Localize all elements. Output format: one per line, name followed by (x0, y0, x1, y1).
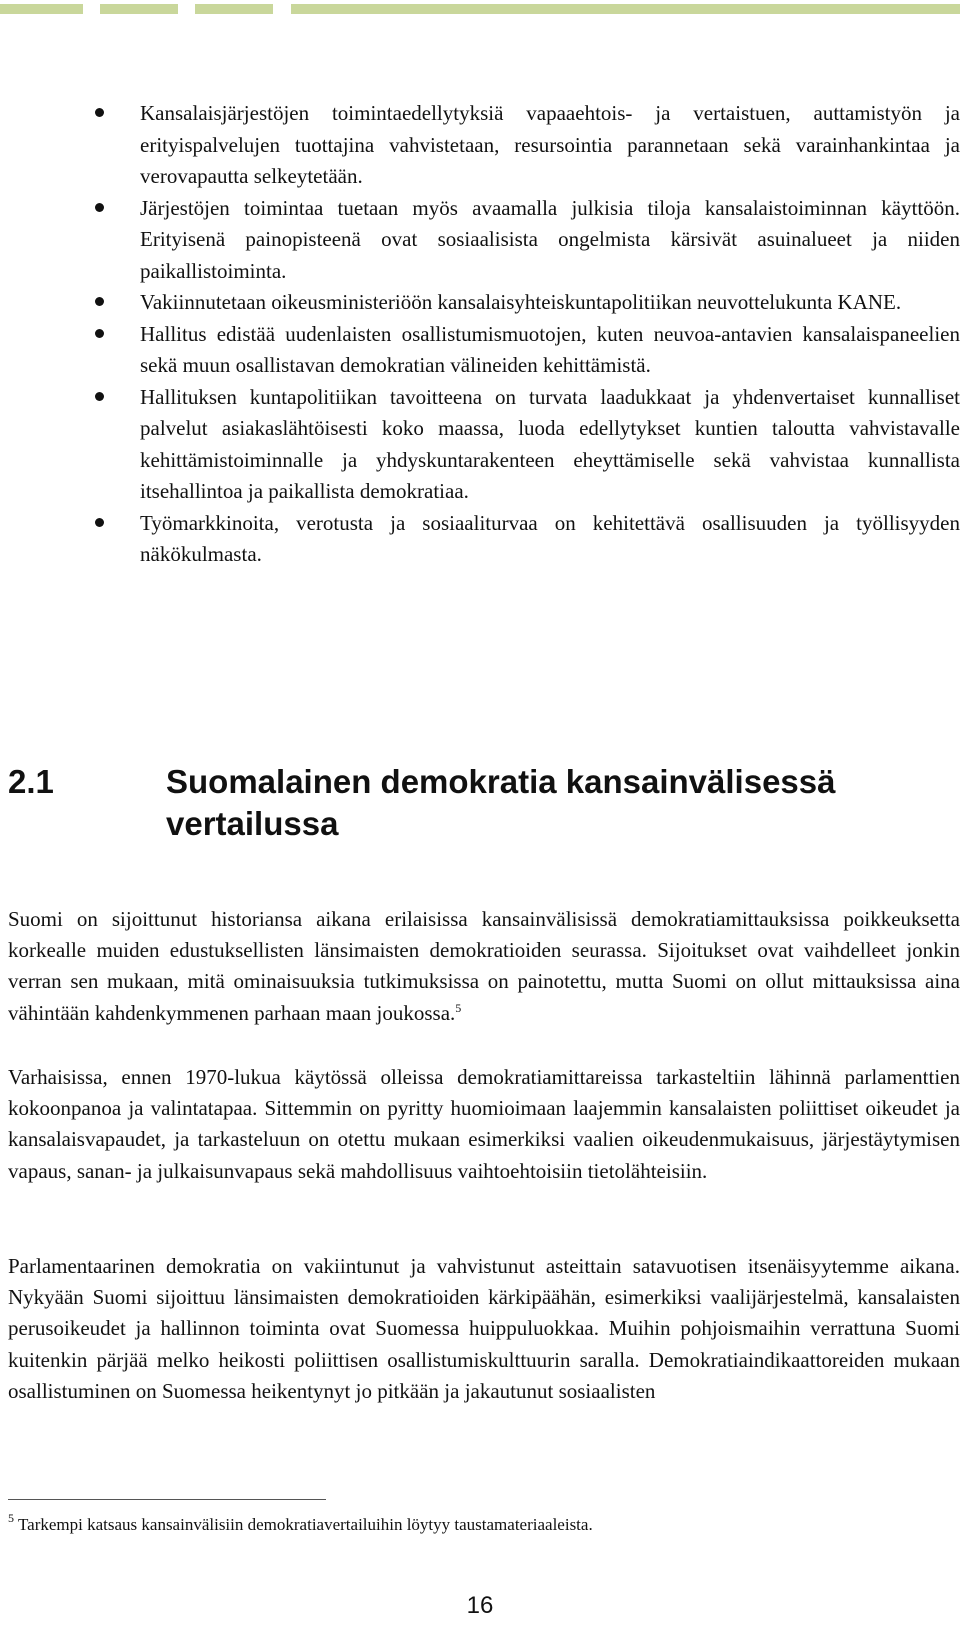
header-bar-segment-1 (0, 4, 83, 14)
list-item (90, 508, 960, 571)
section-title (166, 761, 866, 845)
page-number: 16 (466, 1592, 494, 1619)
list-item (90, 319, 960, 382)
header-bar-segment-4 (291, 4, 960, 14)
footnote-marker: 5 (8, 1511, 14, 1525)
bullet-list (90, 98, 960, 571)
footnote-reference[interactable]: 5 (455, 1000, 462, 1015)
bullet-icon (95, 203, 104, 212)
header-bar-segment-2 (100, 4, 178, 14)
list-item-text: Työmarkkinoita, verotusta ja sosiaaliturvaa on kehitettävä osallisuuden ja työllisyyden näkökulmasta. (140, 510, 960, 566)
list-item (90, 287, 960, 319)
bullet-icon (95, 108, 104, 117)
list-item-text: Hallitus edistää uudenlaisten osallistumismuotojen, kuten neuvoa-antavien kansalaispaneelien sekä muun osallistavan demokratian välineiden kehittämistä. (140, 321, 960, 377)
section-number: 2.1 (8, 763, 54, 800)
list-item-text: Vakiinnutetaan oikeusministeriöön kansalaisyhteiskuntapolitiikan neuvottelukunta KANE. (140, 290, 902, 314)
list-item (90, 193, 960, 288)
header-bar-segment-3 (195, 4, 273, 14)
list-item-text: Järjestöjen toimintaa tuetaan myös avaamalla julkisia tiloja kansalaistoiminnan käyttöön. Erityisenä painopisteenä ovat sosiaalisista ongelmista kärsivät asuinalueet ja niiden paikallistoiminta. (140, 195, 960, 283)
list-item (90, 382, 960, 508)
section-title-line-1: Suomalainen demokratia kansainvälisessä (166, 763, 836, 800)
paragraph-3-text: Parlamentaarinen demokratia on vakiintunut ja vahvistunut asteittain satavuotisen itsenäisyytemme aikana. Nykyään Suomi sijoittuu länsimaisten demokratioiden kärkipäähän, esimerkiksi vaalijärjestelmä, kansalaisten perusoikeudet ja hallinnon toiminta ovat Suomessa huippuluokkaa. Muihin pohjoismaihin verrattuna Suomi kuitenkin pärjää melko heikosti poliittisen osallistumiskulttuurin saralla. Demokratiaindikaattoreiden mukaan osallistuminen on Suomessa heikentynyt jo pitkään ja jakautunut sosiaalisten (8, 1254, 960, 1403)
paragraph-2-text: Varhaisissa, ennen 1970-lukua käytössä olleissa demokratiamittareissa tarkasteltiin lähinnä parlamenttien kokoonpanoa ja valintatapaa. Sittemmin on pyritty huomioimaan laajemmin kansalaisten poliittiset oikeudet ja kansalaisvapaudet, ja tarkasteluun on otettu mukaan esimerkiksi vaalien oikeudenmukaisuus, järjestäytymisen vapaus, sanan- ja julkaisunvapaus sekä mahdollisuus vaihtoehtoisiin tietolähteisiin. (8, 1065, 960, 1183)
list-item-text: Kansalaisjärjestöjen toimintaedellytyksiä vapaaehtois- ja vertaistuen, auttamistyön ja erityispalvelujen tuottajina vahvistetaan, resursointia parannetaan sekä varainhankintaa ja verovapautta selkeytetään. (140, 101, 960, 188)
section-title-line-2: vertailussa (166, 805, 339, 842)
footnote-text: Tarkempi katsaus kansainvälisiin demokratiavertailuihin löytyy taustamateriaaleista. (17, 1515, 593, 1534)
paragraph-1 (8, 904, 960, 1029)
list-item (90, 98, 960, 193)
footnote-divider (8, 1499, 326, 1500)
footnote (8, 1511, 960, 1536)
paragraph-2 (8, 1062, 960, 1187)
list-item-text: Hallituksen kuntapolitiikan tavoitteena on turvata laadukkaat ja yhdenvertaiset kunnalliset palvelut asiakaslähtöisesti koko maassa, luoda edellytykset kuntien taloutta vahvistavalle kehittämistoiminnalle ja yhdyskuntarakenteen eheyttämiselle sekä vahvistaa kunnallista itsehallintoa ja paikallista demokratiaa. (140, 384, 960, 503)
bullet-icon (95, 329, 104, 338)
paragraph-3 (8, 1251, 960, 1407)
bullet-icon (95, 392, 104, 401)
bullet-icon (95, 518, 104, 527)
bullet-icon (95, 297, 104, 306)
paragraph-1-text: Suomi on sijoittunut historiansa aikana erilaisissa kansainvälisissä demokratiamittauksissa poikkeuksetta korkealle muiden edustuksellisten länsimaisten demokratioiden seurassa. Sijoitukset ovat vaihdelleet jonkin verran sen mukaan, mitä ominaisuuksia tutkimuksissa on painotettu, mutta Suomi on ollut mittauksissa aina vähintään kahdenkymmenen parhaan maan joukossa. (8, 907, 960, 1025)
